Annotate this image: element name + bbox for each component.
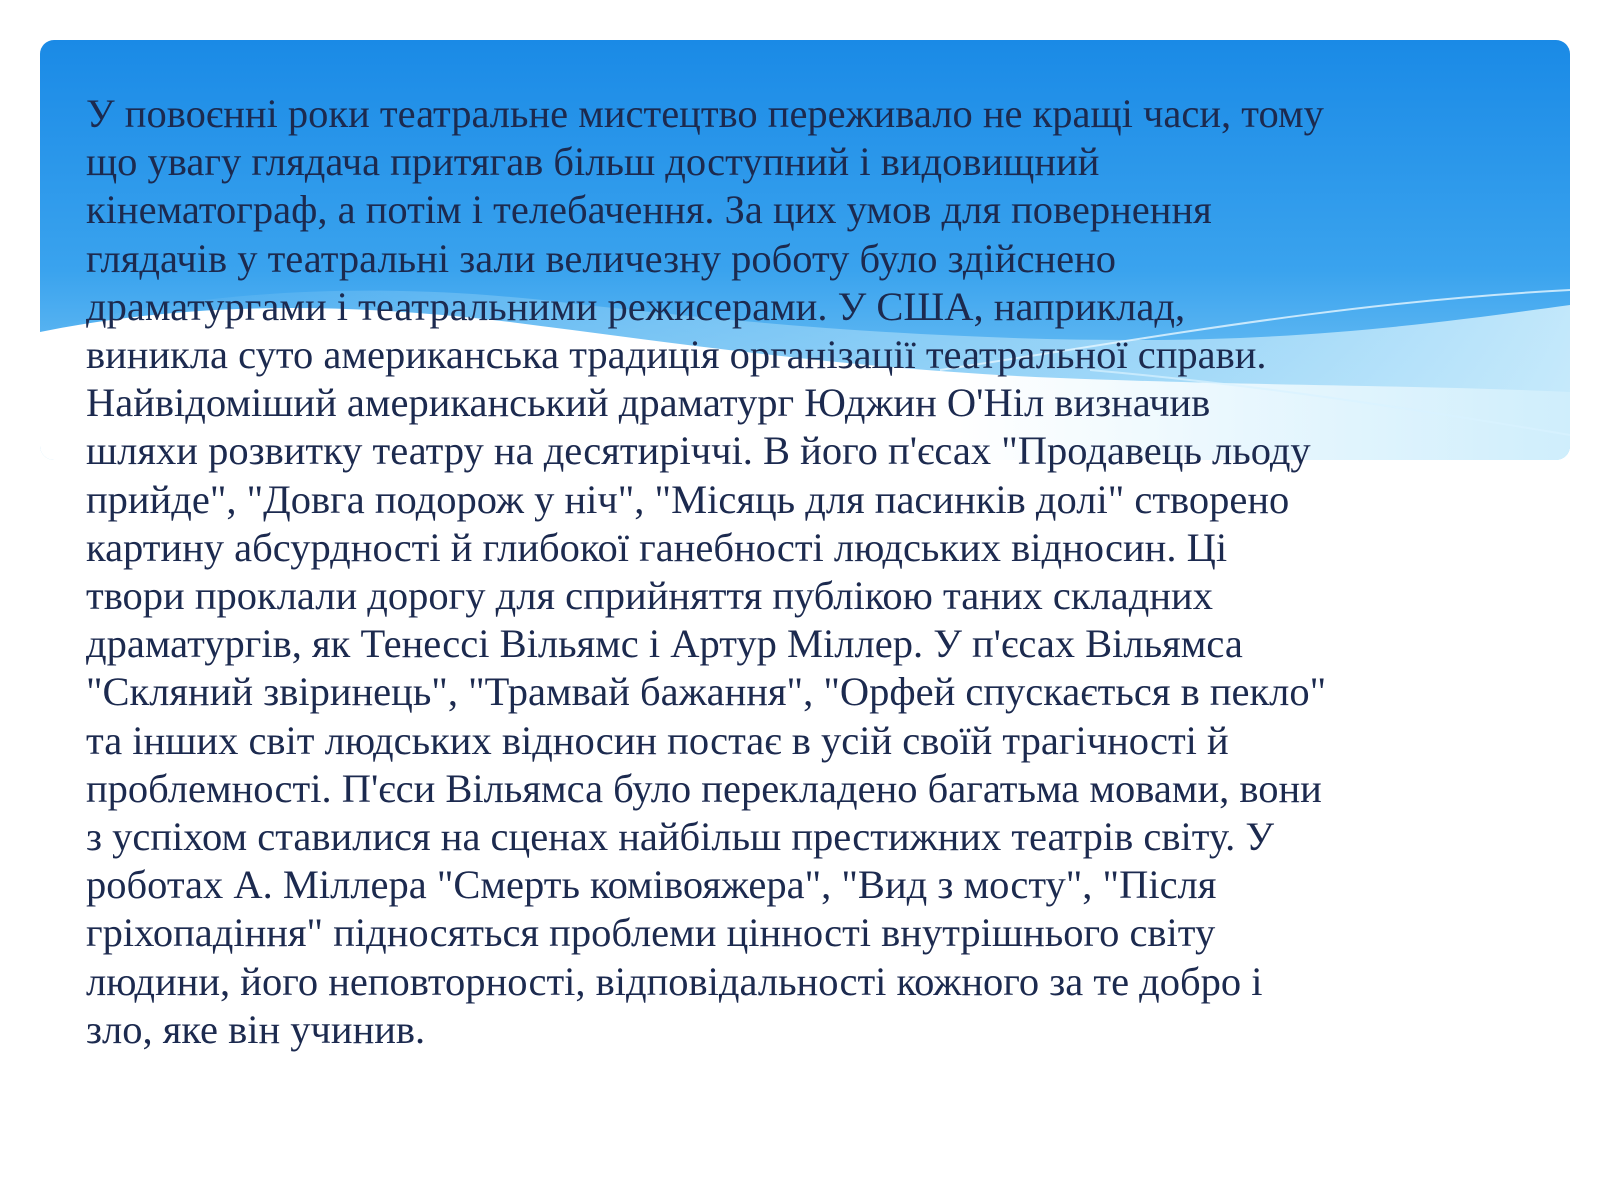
- paragraph-line: людини, його неповторності, відповідальності кожного за те добро і: [86, 958, 1263, 1004]
- paragraph-line: "Скляний звіринець", "Трамвай бажання", "Орфей спускається в пекло": [86, 669, 1327, 715]
- paragraph-line: що увагу глядача притягав більш доступний і видовищний: [86, 139, 1100, 185]
- paragraph-line: картину абсурдності й глибокої ганебності людських відносин. Ці: [86, 524, 1228, 570]
- paragraph-line: проблемності. П'єси Вільямса було перекладено багатьма мовами, вони: [86, 765, 1322, 811]
- paragraph-line: прийде", "Довга подорож у ніч", "Місяць для пасинків долі" створено: [86, 476, 1290, 522]
- paragraph-line: твори проклали дорогу для сприйняття публікою таних складних: [86, 573, 1213, 619]
- paragraph-line: зло, яке він учинив.: [86, 1006, 426, 1052]
- paragraph-line: драматургів, як Тенессі Вільямс і Артур Міллер. У п'єсах Вільямса: [86, 621, 1243, 667]
- paragraph-line: виникла суто американська традиція організації театральної справи.: [86, 332, 1267, 378]
- paragraph-line: гріхопадіння" підносяться проблеми цінності внутрішнього світу: [86, 910, 1216, 956]
- paragraph-line: шляхи розвитку театру на десятиріччі. В його п'єсах "Продавець льоду: [86, 428, 1311, 474]
- paragraph-line: глядачів у театральні зали величезну роботу було здійснено: [86, 235, 1117, 281]
- paragraph-line: кінематограф, а потім і телебачення. За цих умов для повернення: [86, 187, 1212, 233]
- paragraph-line: з успіхом ставилися на сценах найбільш престижних театрів світу. У: [86, 814, 1275, 860]
- body-paragraph: [86, 90, 1556, 1054]
- paragraph-line: У повоєнні роки театральне мистецтво переживало не кращі часи, тому: [86, 91, 1324, 136]
- paragraph-line: Найвідоміший американський драматург Юджин О'Ніл визначив: [86, 380, 1211, 426]
- paragraph-line: та інших світ людських відносин постає в усій своїй трагічності й: [86, 717, 1229, 763]
- paragraph-line: драматургами і театральними режисерами. У США, наприклад,: [86, 283, 1186, 329]
- paragraph-line: роботах А. Міллера "Смерть комівояжера", "Вид з мосту", "Після: [86, 862, 1217, 908]
